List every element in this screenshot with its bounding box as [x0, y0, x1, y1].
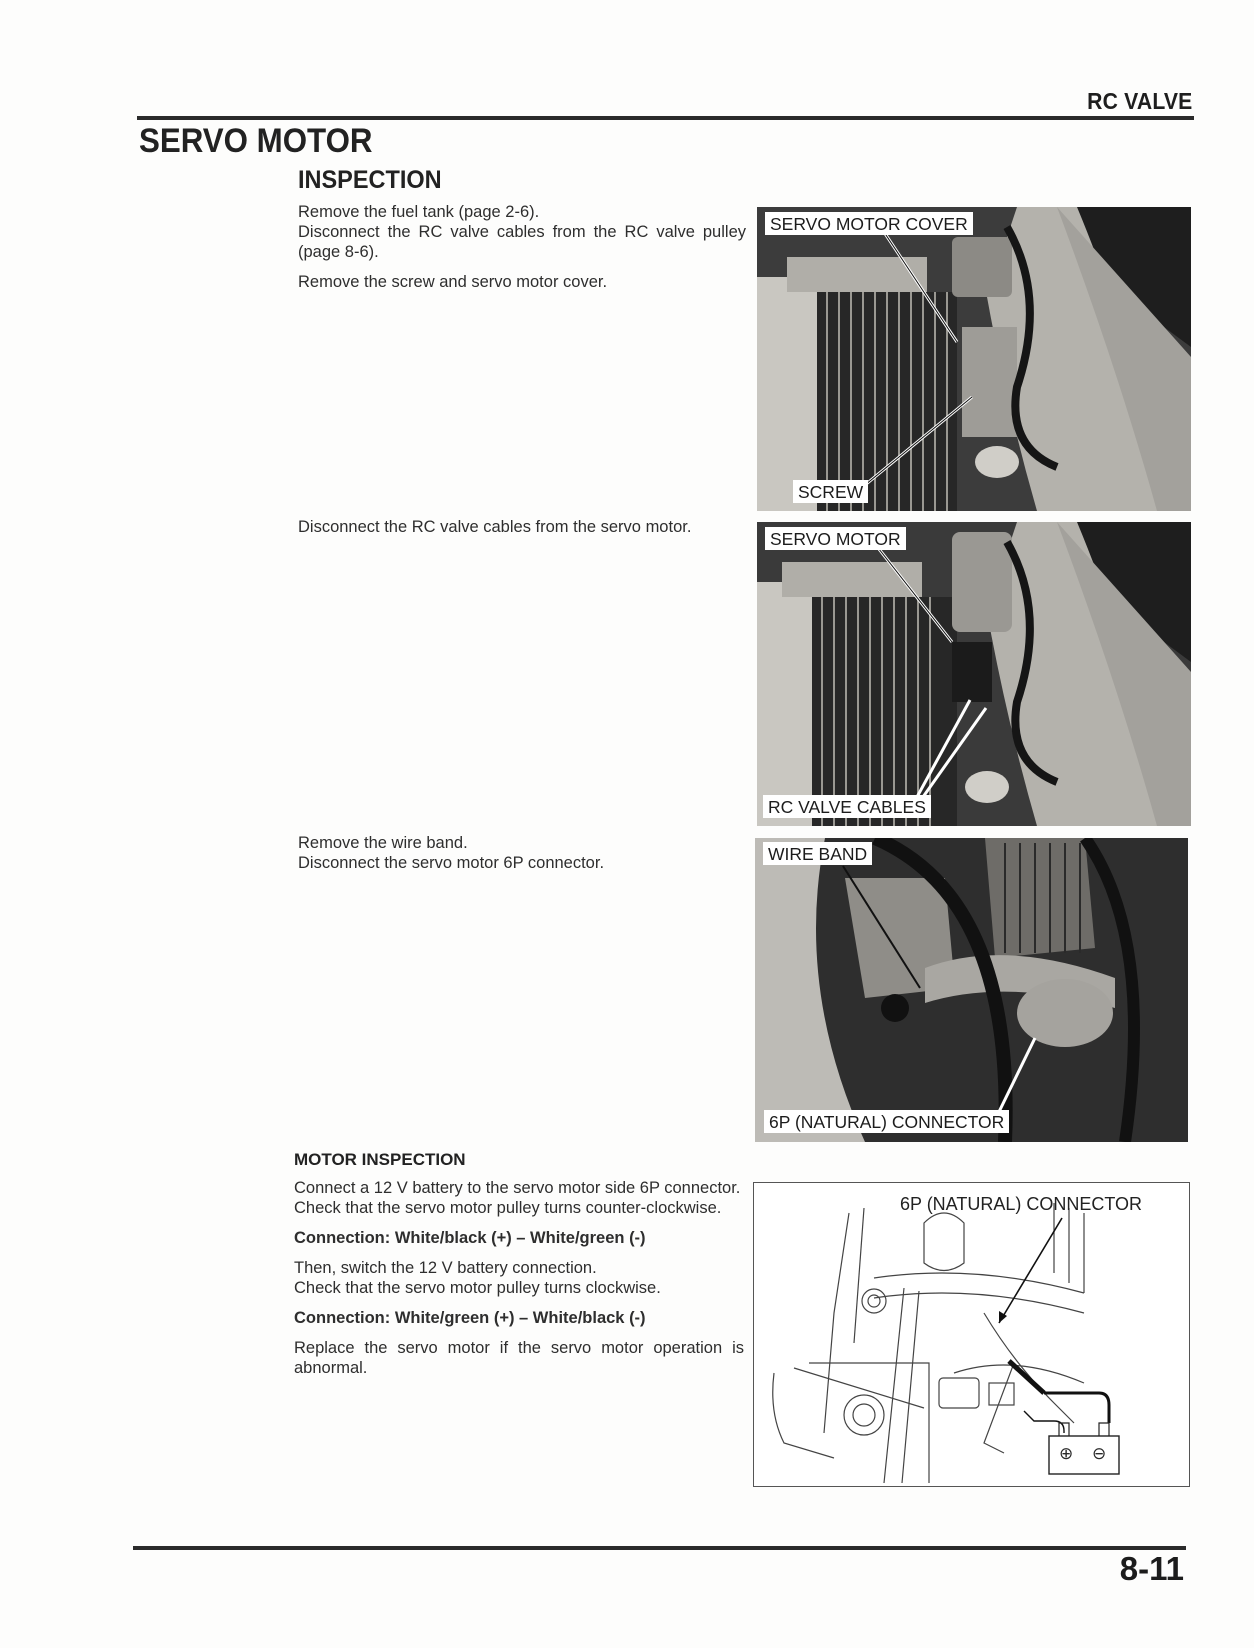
step-1-line-1: Remove the fuel tank (page 2-6).	[298, 203, 540, 221]
callout-servo-motor: SERVO MOTOR	[765, 527, 906, 550]
page-title: SERVO MOTOR	[139, 122, 373, 160]
motor-inspection-heading: MOTOR INSPECTION	[294, 1150, 466, 1169]
mi-p2: Check that the servo motor pulley turns counter-clockwise.	[294, 1199, 722, 1217]
callout-servo-motor-cover: SERVO MOTOR COVER	[765, 212, 973, 235]
callout-rc-valve-cables: RC VALVE CABLES	[763, 795, 931, 818]
step-3-text	[298, 833, 746, 883]
section-header: RC VALVE	[1086, 88, 1192, 114]
mi-p5: Replace the servo motor if the servo motor operation is abnormal.	[294, 1339, 744, 1377]
mi-p3: Then, switch the 12 V battery connection.	[294, 1259, 597, 1277]
mi-connection-2: Connection: White/green (+) – White/black (-)	[294, 1309, 646, 1327]
mi-connection-1: Connection: White/black (+) – White/green (-)	[294, 1229, 646, 1247]
step-1-note: Remove the screw and servo motor cover.	[298, 273, 608, 291]
bottom-rule	[133, 1546, 1186, 1550]
step-3-line-2: Disconnect the servo motor 6P connector.	[298, 854, 605, 872]
wiring-diagram	[753, 1182, 1190, 1487]
mi-p1: Connect a 12 V battery to the servo motor side 6P connector.	[294, 1179, 741, 1197]
photo-servo-motor-cover	[757, 207, 1191, 511]
callout-screw: SCREW	[793, 480, 868, 503]
diagram-illustration	[754, 1183, 1189, 1486]
step-2-line-1: Disconnect the RC valve cables from the servo motor.	[298, 518, 692, 536]
photo-servo-motor	[757, 522, 1191, 826]
mi-p4: Check that the servo motor pulley turns clockwise.	[294, 1279, 661, 1297]
step-1-text	[298, 202, 746, 302]
top-rule	[137, 116, 1194, 120]
callout-6p-connector: 6P (NATURAL) CONNECTOR	[764, 1110, 1009, 1133]
section-subtitle: INSPECTION	[298, 166, 442, 194]
motor-inspection-text	[294, 1178, 744, 1388]
step-2-text	[298, 517, 746, 547]
page-number: 8-11	[1119, 1550, 1184, 1587]
step-1-line-2: Disconnect the RC valve cables from the RC valve pulley (page 8-6).	[298, 223, 746, 261]
callout-wire-band: WIRE BAND	[763, 842, 872, 865]
battery-negative-icon: ⊖	[1092, 1444, 1107, 1463]
diagram-connector-label: 6P (NATURAL) CONNECTOR	[900, 1194, 1143, 1214]
battery-positive-icon: ⊕	[1059, 1444, 1074, 1463]
photo-wire-band	[755, 838, 1188, 1142]
step-3-line-1: Remove the wire band.	[298, 834, 468, 852]
